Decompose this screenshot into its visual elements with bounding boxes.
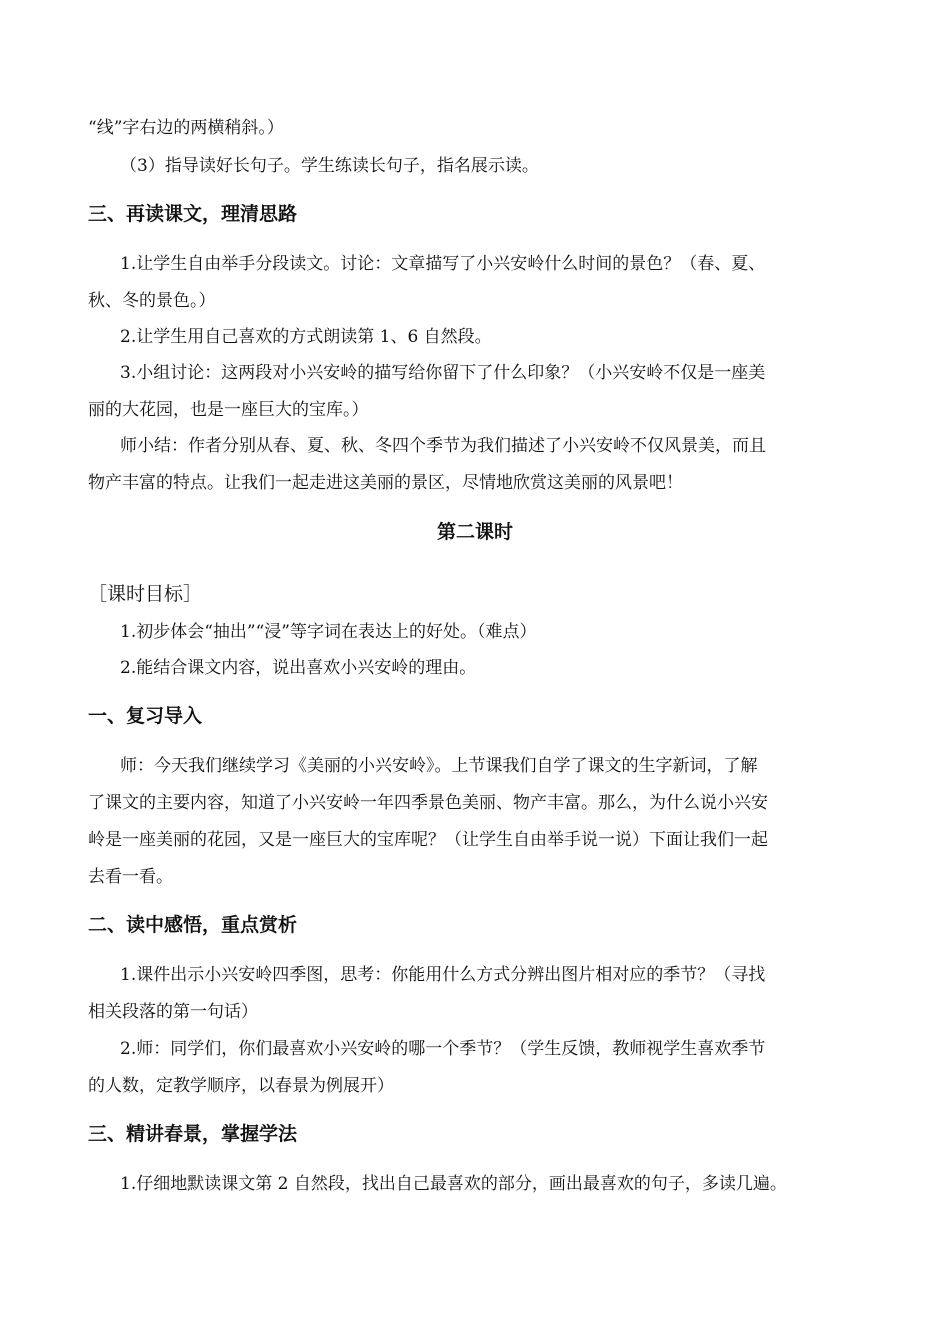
line-6: 3.小组讨论：这两段对小兴安岭的描写给你留下了什么印象？（小兴安岭不仅是一座美 <box>120 363 766 383</box>
lesson-title: 第二课时 <box>436 521 513 543</box>
line-13: 了课文的主要内容，知道了小兴安岭一年四季景色美丽、物产丰富。那么，为什么说小兴安 <box>88 793 768 813</box>
line-19: 的人数，定教学顺序，以春景为例展开） <box>88 1076 394 1096</box>
section-heading: 二、读中感悟，重点赏析 <box>88 914 298 936</box>
section-heading: 一、复习导入 <box>88 705 203 727</box>
section-heading: 三、精讲春景，掌握学法 <box>88 1123 298 1145</box>
line-2: （3）指导读好长句子。学生练读长句子，指名展示读。 <box>120 156 539 176</box>
line-12: 师：今天我们继续学习《美丽的小兴安岭》。上节课我们自学了课文的生字新词，了解 <box>120 756 758 776</box>
line-7: 丽的大花园，也是一座巨大的宝库。） <box>88 400 369 420</box>
section-heading: 三、再读课文，理清思路 <box>88 203 298 225</box>
line-17: 相关段落的第一句话） <box>88 1002 258 1022</box>
line-9: 物产丰富的特点。让我们一起走进这美丽的景区，尽情地欣赏这美丽的风景吧！ <box>88 473 683 493</box>
line-20: 1.仔细地默读课文第 2 自然段，找出自己最喜欢的部分，画出最喜欢的句子，多读几遍。 <box>120 1174 787 1194</box>
line-16: 1.课件出示小兴安岭四季图，思考：你能用什么方式分辨出图片相对应的季节？（寻找 <box>120 965 766 985</box>
line-15: 去看一看。 <box>88 867 173 887</box>
line-1: “线”字右边的两横稍斜。） <box>88 118 284 138</box>
line-4: 秋、冬的景色。） <box>88 291 216 311</box>
line-14: 岭是一座美丽的花园，又是一座巨大的宝库呢？（让学生自由举手说一说）下面让我们一起 <box>88 830 768 850</box>
line-3: 1.让学生自由举手分段读文。讨论：文章描写了小兴安岭什么时间的景色？（春、夏、 <box>120 254 766 274</box>
line-5: 2.让学生用自己喜欢的方式朗读第 1、6 自然段。 <box>120 327 492 347</box>
line-11: 2.能结合课文内容，说出喜欢小兴安岭的理由。 <box>120 658 477 678</box>
line-18: 2.师：同学们，你们最喜欢小兴安岭的哪一个季节？（学生反馈，教师视学生喜欢季节 <box>120 1039 766 1059</box>
objectives-heading: ［课时目标］ <box>88 583 203 605</box>
line-8: 师小结：作者分别从春、夏、秋、冬四个季节为我们描述了小兴安岭不仅风景美，而且 <box>120 436 766 456</box>
line-10: 1.初步体会“抽出”“浸”等字词在表达上的好处。（难点） <box>120 622 537 642</box>
